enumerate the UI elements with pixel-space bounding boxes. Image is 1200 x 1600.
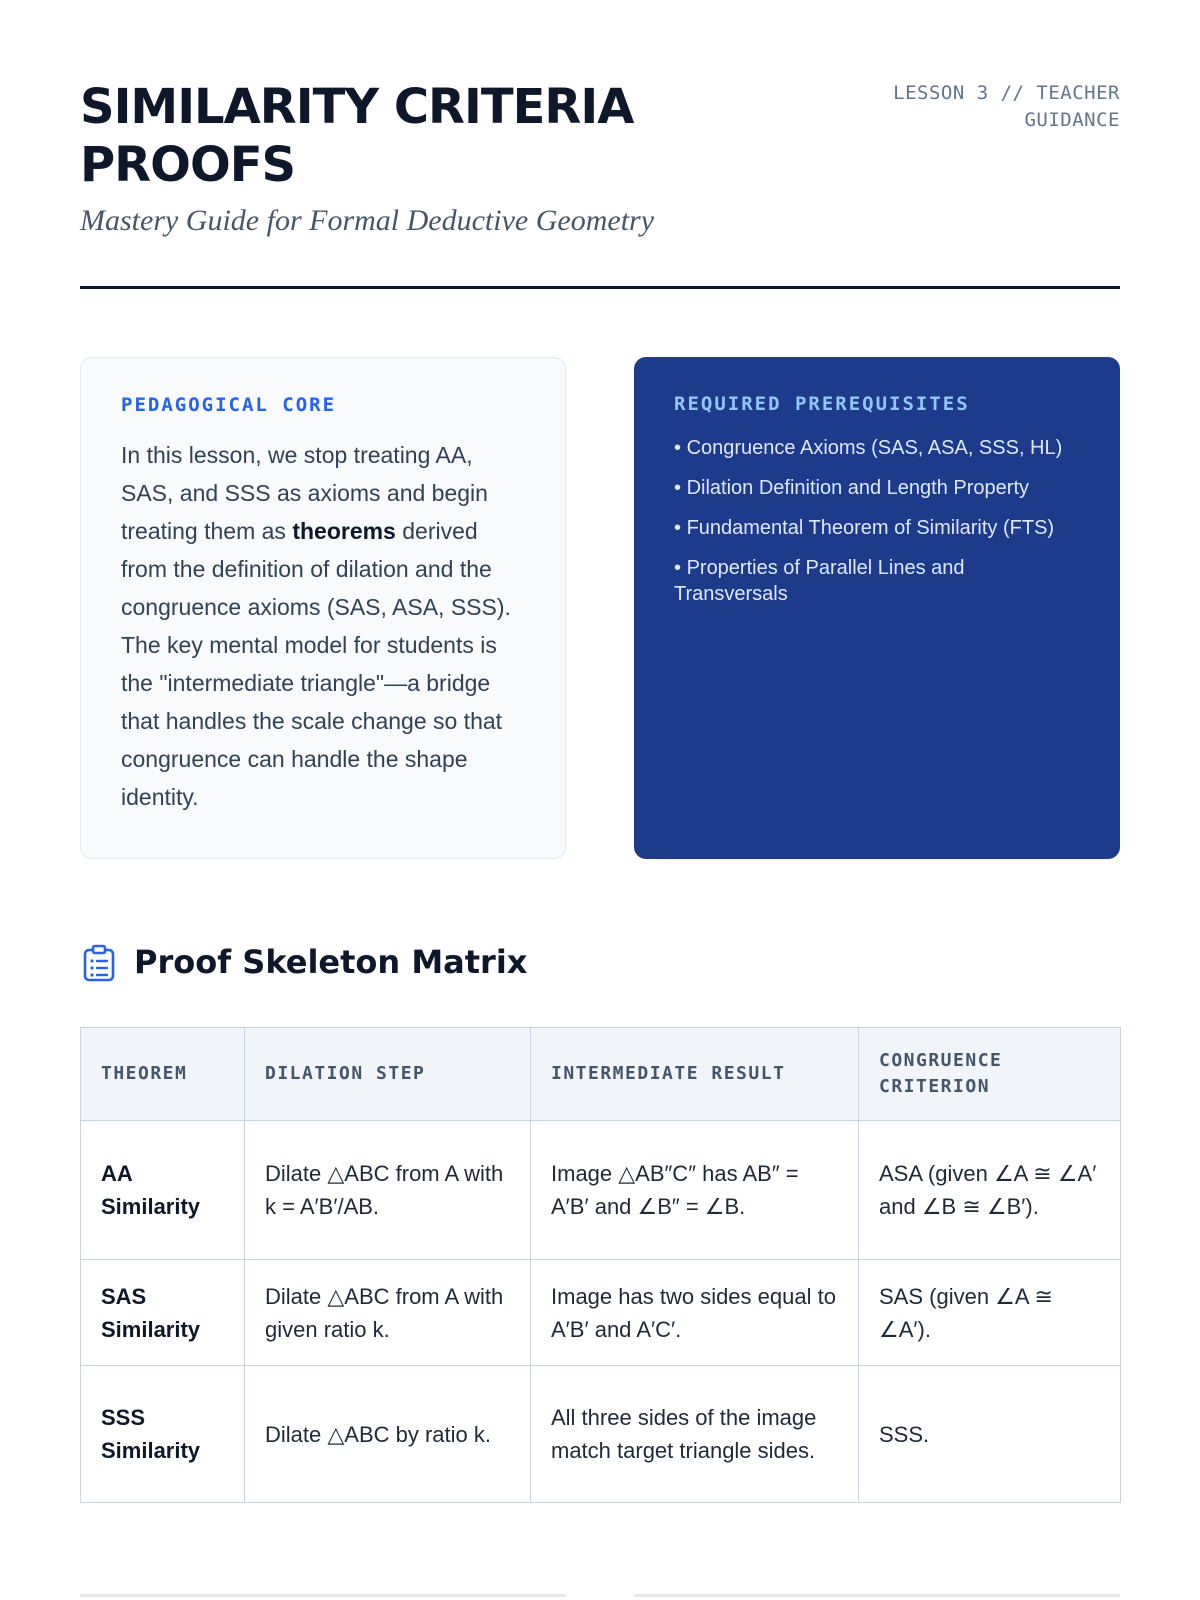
core-text-bold: theorems [292,518,396,544]
intermediate-result-cell: Image △AB″C″ has AB″ = A′B′ and ∠B″ = ∠B. [531,1121,859,1260]
proof-skeleton-matrix [80,1027,1121,1503]
pedagogical-core-card [80,357,566,859]
core-text-end: derived from the definition of dilation and the congruence axioms (SAS, ASA, SSS). The key mental model for students is the "intermediate triangle"—a bridge that handles the scale change so that congruence can handle the shape identity. [121,518,511,810]
core-text-start: In this lesson, we stop treating AA, SAS, and SSS as axioms and begin treating them as [121,442,488,544]
congruence-criterion-cell: ASA (given ∠A ≅ ∠A′ and ∠B ≅ ∠B′). [859,1121,1121,1260]
prerequisite-item: • Properties of Parallel Lines and Transversals [674,555,1080,607]
title-line-1: SIMILARITY CRITERIA [80,79,634,135]
congruence-criterion-cell: SAS (given ∠A ≅ ∠A′). [859,1260,1121,1366]
prerequisites-label: REQUIRED PREREQUISITES [674,393,970,415]
intermediate-result-cell: All three sides of the image match target triangle sides. [531,1366,859,1503]
lesson-tag [860,80,1120,134]
column-header-congruence-criterion: CONGRUENCE CRITERION [859,1028,1121,1121]
prerequisite-item: • Fundamental Theorem of Similarity (FTS) [674,515,1080,541]
table-row [81,1121,1121,1260]
table-row [81,1260,1121,1366]
column-header-theorem: THEOREM [81,1028,245,1121]
lesson-tag-line-2: GUIDANCE [1024,109,1120,131]
congruence-criterion-cell: SSS. [859,1366,1121,1503]
prerequisites-list [674,435,1080,607]
theorem-cell: AA Similarity [81,1121,245,1260]
page-subtitle: Mastery Guide for Formal Deductive Geometry [80,204,655,237]
column-header-dilation-step: DILATION STEP [245,1028,531,1121]
header [80,78,1120,288]
dilation-step-cell: Dilate △ABC by ratio k. [245,1366,531,1503]
dilation-step-cell: Dilate △ABC from A with k = A′B′/AB. [245,1121,531,1260]
theorem-cell: SAS Similarity [81,1260,245,1366]
dilation-step-cell: Dilate △ABC from A with given ratio k. [245,1260,531,1366]
pedagogical-core-text [121,436,525,816]
prerequisite-item: • Dilation Definition and Length Property [674,475,1080,501]
clipboard-list-icon [82,944,116,982]
page [80,0,1120,1600]
prerequisites-card [634,357,1120,859]
intermediate-result-cell: Image has two sides equal to A′B′ and A′C′. [531,1260,859,1366]
header-divider [80,286,1120,289]
prerequisite-item: • Congruence Axioms (SAS, ASA, SSS, HL) [674,435,1080,461]
next-section-edge [80,1594,1120,1600]
lesson-tag-line-1: LESSON 3 // TEACHER [893,82,1120,104]
page-title [80,78,720,194]
next-card-edge-right [634,1594,1120,1597]
matrix-section-heading [80,940,680,984]
next-card-edge-left [80,1594,566,1597]
table-header-row [81,1028,1121,1121]
pedagogical-core-label: PEDAGOGICAL CORE [121,394,337,416]
title-line-2: PROOFS [80,137,296,193]
column-header-intermediate-result: INTERMEDIATE RESULT [531,1028,859,1121]
theorem-cell: SSS Similarity [81,1366,245,1503]
table-row [81,1366,1121,1503]
matrix-title: Proof Skeleton Matrix [134,943,528,981]
